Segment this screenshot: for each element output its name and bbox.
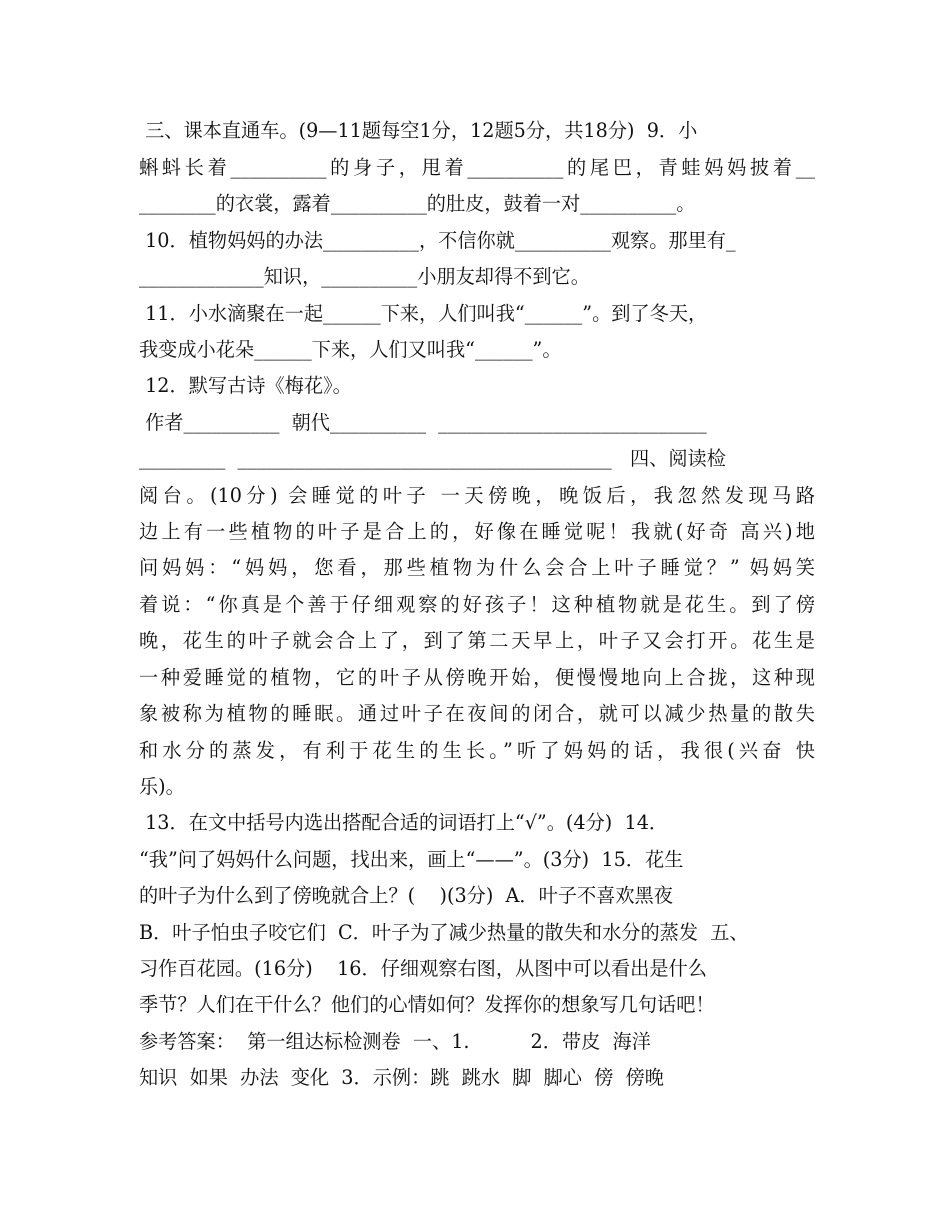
text-line: 三、课本直通车。(9—11题每空1分，12题5分，共18分) 9．小: [139, 119, 698, 142]
text-line: 的叶子为什么到了傍晚就合上？( )(3分) A．叶子不喜欢黑夜: [139, 884, 673, 907]
text-line: ________的衣裳，露着__________的肚皮，鼓着一对__________。: [139, 192, 696, 215]
text-line: 我变成小花朵______下来，人们又叫我“______”。: [139, 338, 562, 361]
text-line: 和水分的蒸发，有利于花生的生长。”听了妈妈的话，我很(兴奋 快: [139, 739, 815, 762]
text-line: B．叶子怕虫子咬它们 C．叶子为了减少热量的散失和水分的蒸发 五、: [139, 921, 749, 944]
text-line: _________ _______________________________________ 四、阅读检: [139, 447, 726, 470]
text-line: _____________知识，__________小朋友却得不到它。: [139, 265, 590, 288]
text-line: 季节？人们在干什么？他们的心情如何？发挥你的想象写几句话吧！: [139, 993, 715, 1016]
text-line: 阅台。(10分) 会睡觉的叶子 一天傍晚，晚饭后，我忽然发现马路: [139, 484, 815, 507]
text-line: “我”问了妈妈什么问题，找出来，画上“——”。(3分) 15．花生: [139, 848, 684, 871]
text-line: 一种爱睡觉的植物，它的叶子从傍晚开始，便慢慢地向上合拢，这种现: [139, 666, 815, 689]
text-line: 12．默写古诗《梅花》。: [139, 374, 352, 397]
text-line: 象被称为植物的睡眠。通过叶子在夜间的闭合，就可以减少热量的散失: [139, 702, 815, 725]
text-line: 蝌蚪长着__________的身子，甩着__________的尾巴，青蛙妈妈披着__: [139, 156, 815, 179]
text-line: 10．植物妈妈的办法__________，不信你就__________观察。那里有_: [139, 229, 736, 252]
text-line: 边上有一些植物的叶子是合上的，好像在睡觉呢！我就(好奇 高兴)地: [139, 520, 815, 543]
text-line: 11．小水滴聚在一起______下来，人们叫我“______”。到了冬天，: [139, 302, 708, 325]
text-line: 问妈妈：“妈妈，您看，那些植物为什么会合上叶子睡觉？” 妈妈笑: [139, 556, 815, 579]
text-line: 习作百花园。(16分) 16．仔细观察右图，从图中可以看出是什么: [139, 957, 707, 980]
text-line: 参考答案： 第一组达标检测卷 一、1. 2．带皮 海洋: [139, 1030, 651, 1053]
text-line: 作者__________ 朝代__________ ____________________________: [139, 411, 707, 434]
text-line: 着说：“你真是个善于仔细观察的好孩子！这种植物就是花生。到了傍: [139, 593, 815, 616]
text-line: 乐)。: [139, 775, 185, 798]
text-line: 知识 如果 办法 变化 3．示例：跳 跳水 脚 脚心 傍 傍晚: [139, 1066, 664, 1089]
text-line: 13．在文中括号内选出搭配合适的词语打上“√”。(4分) 14．: [139, 811, 669, 834]
text-line: 晚，花生的叶子就会合上了，到了第二天早上，叶子又会打开。花生是: [139, 629, 815, 652]
